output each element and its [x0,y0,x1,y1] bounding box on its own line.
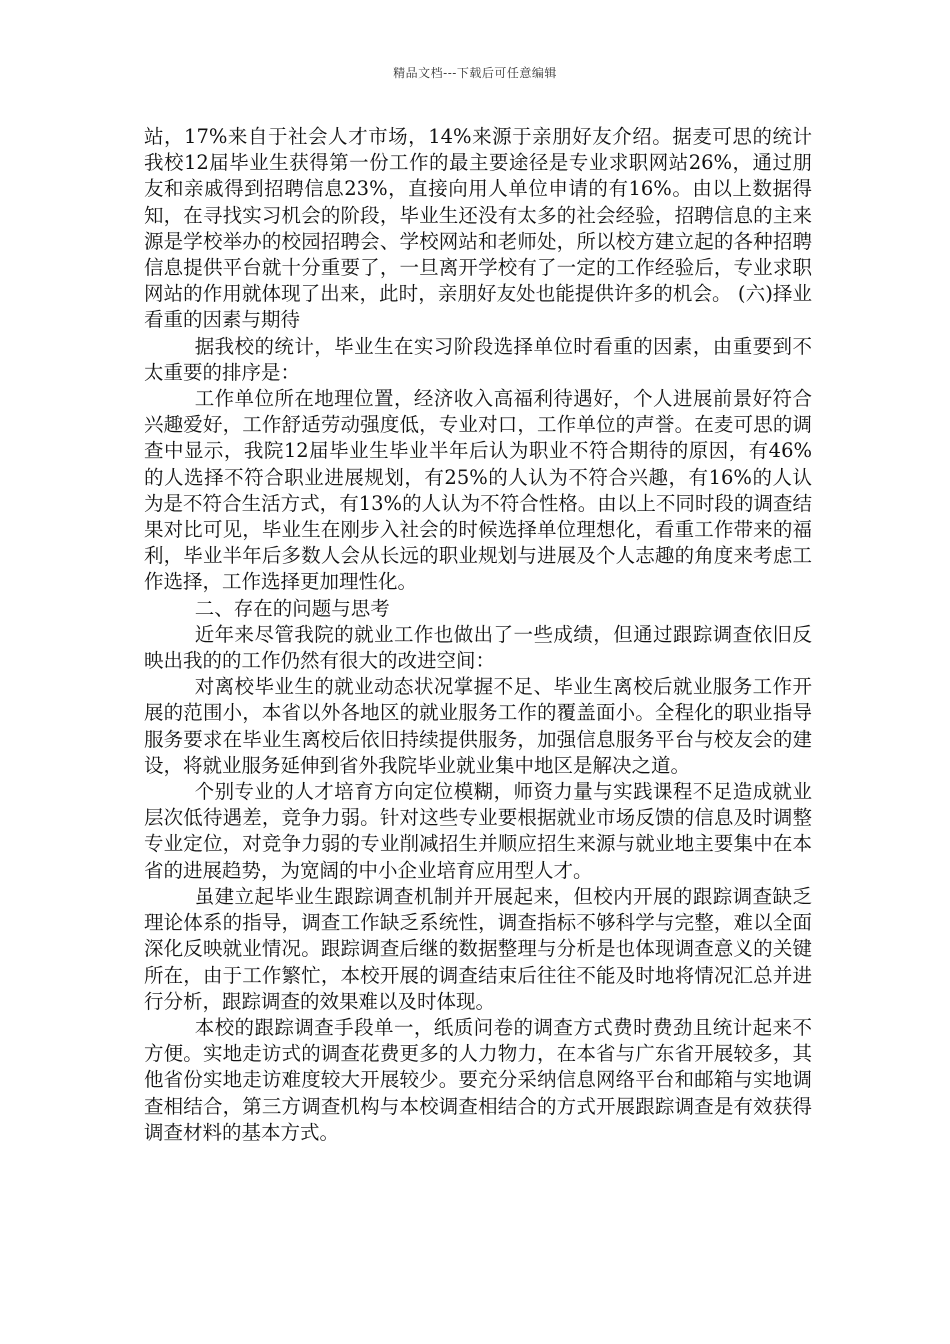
paragraph-problem-survey-methods: 本校的跟踪调查手段单一，纸质问卷的调查方式费时费劲且统计起来不方便。实地走访式的调查花费更多的人力物力，在本省与广东省开展较多，其他省份实地走访难度较大开展较少。要充分采纳信息网络平台和邮箱与实地调查相结合，第三方调查机构与本校调查相结合的方式开展跟踪调查是有效获得调查材料的基本方式。 [144,1015,812,1144]
paragraph-recruitment-channels: 站，17%来自于社会人才市场，14%来源于亲朋好友介绍。据麦可思的统计我校12届毕业生获得第一份工作的最主要途径是专业求职网站26%，通过朋友和亲戚得到招聘信息23%，直接向用人单位申请的有16%。由以上数据得知，在寻找实习机会的阶段，毕业生还没有太多的社会经验，招聘信息的主来源是学校举办的校园招聘会、学校网站和老师处，所以校方建立起的各种招聘信息提供平台就十分重要了，一旦离开学校有了一定的工作经验后，专业求职网站的作用就体现了出来，此时，亲朋好友处也能提供许多的机会。 (六)择业看重的因素与期待 [144,125,812,332]
paragraph-problem-talent-training: 个别专业的人才培育方向定位模糊，师资力量与实践课程不足造成就业层次低待遇差，竞争力弱。针对这些专业要根据就业市场反馈的信息及时调整专业定位，对竞争力弱的专业削减招生并顺应招生来源与就业地主要集中在本省的进展趋势，为宽阔的中小企业培育应用型人才。 [144,780,812,882]
document-body [144,124,812,1146]
section-heading-problems: 二、存在的问题与思考 [194,596,390,620]
page-header: 精品文档---下载后可任意编辑 [393,66,557,80]
paragraph-problems-intro: 近年来尽管我院的就业工作也做出了一些成绩，但通过跟踪调查依旧反映出我的的工作仍然有很大的改进空间： [144,622,812,673]
paragraph-problem-tracking-scope: 对离校毕业生的就业动态状况掌握不足、毕业生离校后就业服务工作开展的范围小，本省以外各地区的就业服务工作的覆盖面小。全程化的职业指导服务要求在毕业生离校后依旧持续提供服务，加强信息服务平台与校友会的建设，将就业服务延伸到省外我院毕业就业集中地区是解决之道。 [144,675,812,777]
paragraph-selection-factors-intro: 据我校的统计，毕业生在实习阶段选择单位时看重的因素，由重要到不太重要的排序是： [144,334,812,384]
paragraph-problem-survey-mechanism: 虽建立起毕业生跟踪调查机制并开展起来，但校内开展的跟踪调查缺乏理论体系的指导，调查工作缺乏系统性，调查指标不够科学与完整，难以全面深化反映就业情况。跟踪调查后继的数据整理与分析是也体现调查意义的关键所在，由于工作繁忙，本校开展的调查结束后往往不能及时地将情况汇总并进行分析，跟踪调查的效果难以及时体现。 [144,884,812,1013]
paragraph-selection-factors: 工作单位所在地理位置，经济收入高福利待遇好，个人进展前景好符合兴趣爱好，工作舒适劳动强度低，专业对口，工作单位的声誉。在麦可思的调查中显示，我院12届毕业生毕业半年后认为职业不符合期待的原因，有46%的人选择不符合职业进展规划，有25%的人认为不符合兴趣，有16%的人认为是不符合生活方式，有13%的人认为不符合性格。由以上不同时段的调查结果对比可见，毕业生在刚步入社会的时候选择单位理想化，看重工作带来的福利，毕业半年后多数人会从长远的职业规划与进展及个人志趣的角度来考虑工作选择，工作选择更加理性化。 [144,387,812,594]
